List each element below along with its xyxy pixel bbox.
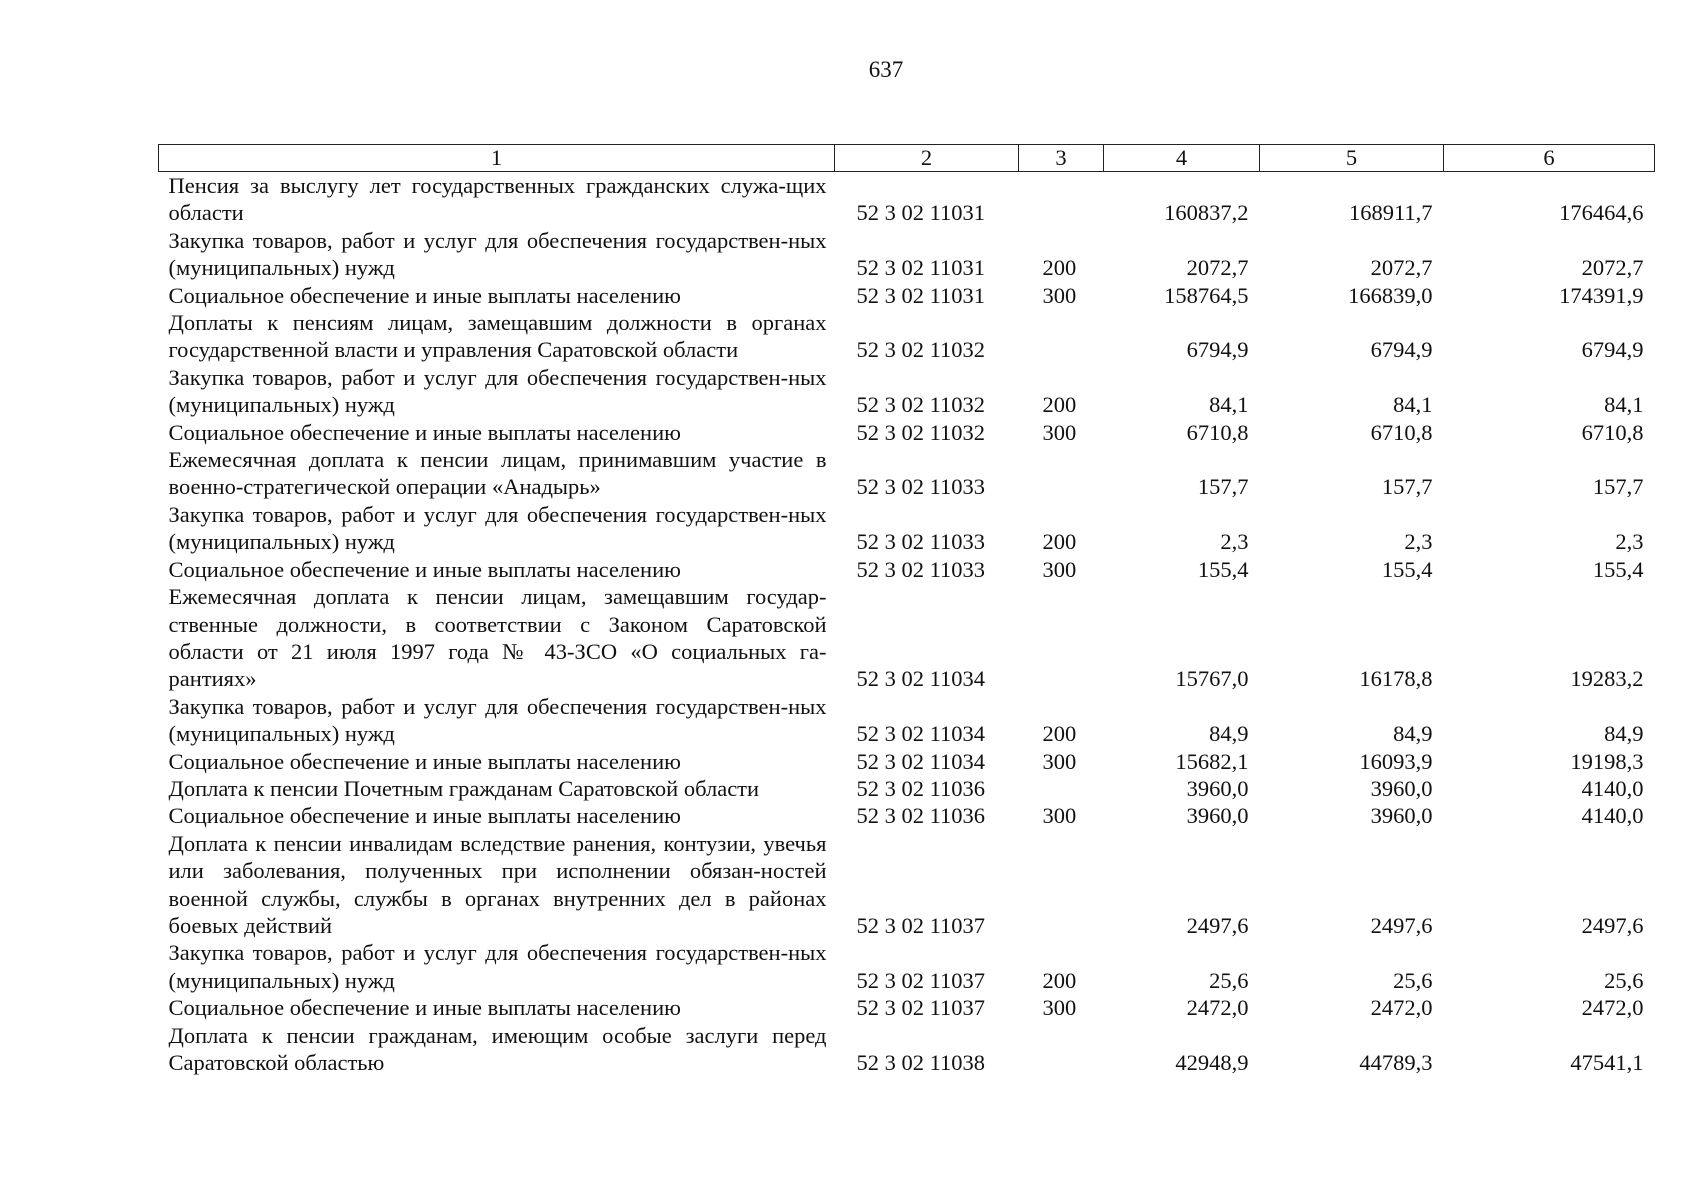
value-col-6: 2,3	[1615, 529, 1644, 555]
table-row	[159, 446, 1655, 501]
value-col-4: 6710,8	[1186, 419, 1249, 445]
row-name: Доплата к пенсии Почетным гражданам Саратовской области	[168, 775, 760, 801]
row-name: Социальное обеспечение и иные выплаты населению	[168, 748, 681, 774]
target-code: 52 3 02 11037	[856, 912, 986, 938]
value-col-4: 2072,7	[1186, 255, 1249, 281]
row-name: Пенсия за выслугу лет государственных гражданских служа-щих области	[168, 173, 827, 226]
value-col-4: 2497,6	[1186, 912, 1249, 938]
row-name: Закупка товаров, работ и услуг для обеспечения государствен-ных (муниципальных) нужд	[168, 364, 827, 418]
value-col-4: 155,4	[1197, 556, 1249, 582]
value-col-5: 84,9	[1393, 721, 1433, 747]
table-row	[159, 282, 1655, 309]
table-row	[159, 775, 1655, 802]
value-col-6: 157,7	[1592, 474, 1644, 500]
row-name: Социальное обеспечение и иные выплаты населению	[168, 803, 681, 829]
value-col-6: 2072,7	[1581, 255, 1644, 281]
expense-type	[1019, 1022, 1104, 1077]
value-col-4: 160837,2	[1164, 200, 1249, 226]
expense-type: 200	[1042, 255, 1077, 281]
value-col-6: 84,9	[1604, 721, 1644, 747]
page-number: 637	[868, 57, 904, 82]
expense-type	[1019, 583, 1104, 693]
target-code: 52 3 02 11033	[856, 529, 986, 555]
target-code: 52 3 02 11033	[856, 556, 986, 582]
row-name: Закупка товаров, работ и услуг для обеспечения государствен-ных (муниципальных) нужд	[168, 501, 827, 555]
target-code: 52 3 02 11031	[856, 255, 986, 281]
value-col-6: 84,1	[1604, 392, 1644, 418]
expense-type: 300	[1042, 748, 1077, 774]
row-name: Социальное обеспечение и иные выплаты населению	[168, 419, 681, 445]
value-col-5: 155,4	[1381, 556, 1433, 582]
value-col-4: 15767,0	[1175, 666, 1249, 692]
column-header-2: 2	[835, 145, 1019, 172]
value-col-5: 2472,0	[1370, 995, 1433, 1021]
value-col-4: 157,7	[1197, 474, 1249, 500]
column-header-1: 1	[159, 145, 835, 172]
value-col-5: 16093,9	[1359, 748, 1433, 774]
value-col-6: 2497,6	[1581, 912, 1644, 938]
target-code: 52 3 02 11034	[856, 721, 986, 747]
value-col-5: 44789,3	[1359, 1050, 1433, 1075]
value-col-6: 6794,9	[1581, 337, 1644, 363]
target-code: 52 3 02 11032	[856, 392, 986, 418]
row-name: Ежемесячная доплата к пенсии лицам, принимавшим участие в военно-стратегической операции «Анадырь»	[168, 447, 827, 500]
row-name: Доплата к пенсии инвалидам вследствие ранения, контузии, увечья или заболевания, полученных при исполнении обязан-ностей военной службы, службы в органах внутренних дел в районах боевых действий	[168, 830, 827, 938]
target-code: 52 3 02 11032	[856, 337, 986, 363]
header-row	[159, 145, 1655, 172]
row-name: Закупка товаров, работ и услуг для обеспечения государствен-ных (муниципальных) нужд	[168, 693, 827, 747]
target-code: 52 3 02 11037	[856, 995, 986, 1021]
table-row	[159, 501, 1655, 556]
value-col-4: 3960,0	[1186, 775, 1249, 801]
target-code: 52 3 02 11036	[856, 803, 986, 829]
table-row	[159, 309, 1655, 364]
target-code: 52 3 02 11034	[856, 666, 986, 692]
value-col-6: 2472,0	[1581, 995, 1644, 1021]
value-col-6: 155,4	[1592, 556, 1644, 582]
value-col-6: 25,6	[1604, 967, 1644, 993]
target-code: 52 3 02 11033	[856, 474, 986, 500]
expense-type: 300	[1042, 419, 1077, 445]
value-col-5: 16178,8	[1359, 666, 1433, 692]
row-name: Доплаты к пенсиям лицам, замещавшим должности в органах государственной власти и управления Саратовской области	[168, 310, 827, 363]
expense-type: 300	[1042, 282, 1077, 308]
value-col-5: 168911,7	[1348, 200, 1433, 226]
value-col-5: 166839,0	[1348, 282, 1433, 308]
target-code: 52 3 02 11038	[856, 1050, 986, 1075]
value-col-4: 84,9	[1209, 721, 1249, 747]
value-col-4: 42948,9	[1175, 1050, 1249, 1075]
value-col-6: 19198,3	[1570, 748, 1644, 774]
table-row	[159, 556, 1655, 583]
table-body	[159, 172, 1655, 1077]
value-col-5: 6710,8	[1370, 419, 1433, 445]
row-name: Доплата к пенсии гражданам, имеющим особые заслуги перед Саратовской областью	[168, 1022, 827, 1075]
value-col-5: 2497,6	[1370, 912, 1433, 938]
row-name: Социальное обеспечение и иные выплаты населению	[168, 282, 681, 308]
row-name: Закупка товаров, работ и услуг для обеспечения государствен-ных (муниципальных) нужд	[168, 940, 827, 993]
value-col-5: 3960,0	[1370, 775, 1433, 801]
table-row	[159, 802, 1655, 829]
value-col-5: 2072,7	[1370, 255, 1433, 281]
expense-type: 200	[1042, 529, 1077, 555]
value-col-6: 176464,6	[1559, 200, 1644, 226]
expense-type	[1019, 775, 1104, 802]
table-row	[159, 419, 1655, 446]
row-name: Ежемесячная доплата к пенсии лицам, замещавшим государ-ственные должности, в соответствии с Законом Саратовской области от 21 июля 1997 года № 43-ЗСО «О социальных га-рантиях»	[168, 584, 827, 692]
value-col-4: 6794,9	[1186, 337, 1249, 363]
expense-type: 300	[1042, 995, 1077, 1021]
target-code: 52 3 02 11031	[856, 282, 986, 308]
value-col-4: 3960,0	[1186, 803, 1249, 829]
value-col-4: 2472,0	[1186, 995, 1249, 1021]
target-code: 52 3 02 11036	[856, 775, 986, 801]
target-code: 52 3 02 11037	[856, 967, 986, 993]
expense-type	[1019, 309, 1104, 364]
target-code: 52 3 02 11031	[856, 200, 986, 226]
table-row	[159, 748, 1655, 775]
value-col-4: 15682,1	[1175, 748, 1249, 774]
table-row	[159, 227, 1655, 282]
expense-type: 200	[1042, 721, 1077, 747]
value-col-6: 4140,0	[1581, 775, 1644, 801]
value-col-5: 6794,9	[1370, 337, 1433, 363]
value-col-4: 25,6	[1209, 967, 1249, 993]
target-code: 52 3 02 11032	[856, 419, 986, 445]
column-header-3: 3	[1019, 145, 1104, 172]
expense-type	[1019, 830, 1104, 940]
value-col-5: 84,1	[1393, 392, 1433, 418]
table-row	[159, 1022, 1655, 1077]
expense-type: 300	[1042, 803, 1077, 829]
value-col-4: 84,1	[1209, 392, 1249, 418]
column-header-6: 6	[1444, 145, 1655, 172]
value-col-6: 47541,1	[1570, 1050, 1644, 1075]
target-code: 52 3 02 11034	[856, 748, 986, 774]
table-row	[159, 939, 1655, 994]
value-col-4: 158764,5	[1164, 282, 1249, 308]
expense-type: 300	[1042, 556, 1077, 582]
row-name: Социальное обеспечение и иные выплаты населению	[168, 556, 681, 582]
budget-table	[158, 144, 1655, 1076]
row-name: Социальное обеспечение и иные выплаты населению	[168, 995, 681, 1021]
value-col-5: 157,7	[1381, 474, 1433, 500]
column-header-4: 4	[1104, 145, 1260, 172]
table-row	[159, 583, 1655, 693]
value-col-5: 25,6	[1393, 967, 1433, 993]
value-col-6: 174391,9	[1559, 282, 1644, 308]
expense-type	[1019, 446, 1104, 501]
table-row	[159, 830, 1655, 940]
column-header-5: 5	[1260, 145, 1444, 172]
table-row	[159, 172, 1655, 227]
expense-type: 200	[1042, 392, 1077, 418]
row-name: Закупка товаров, работ и услуг для обеспечения государствен-ных (муниципальных) нужд	[168, 227, 827, 281]
value-col-4: 2,3	[1220, 529, 1249, 555]
value-col-6: 19283,2	[1570, 666, 1644, 692]
value-col-5: 2,3	[1404, 529, 1433, 555]
table-row	[159, 693, 1655, 748]
table-header	[159, 145, 1655, 172]
value-col-6: 4140,0	[1581, 803, 1644, 829]
table-row	[159, 994, 1655, 1021]
value-col-6: 6710,8	[1581, 419, 1644, 445]
expense-type: 200	[1042, 967, 1077, 993]
value-col-5: 3960,0	[1370, 803, 1433, 829]
table-row	[159, 364, 1655, 419]
expense-type	[1019, 172, 1104, 227]
